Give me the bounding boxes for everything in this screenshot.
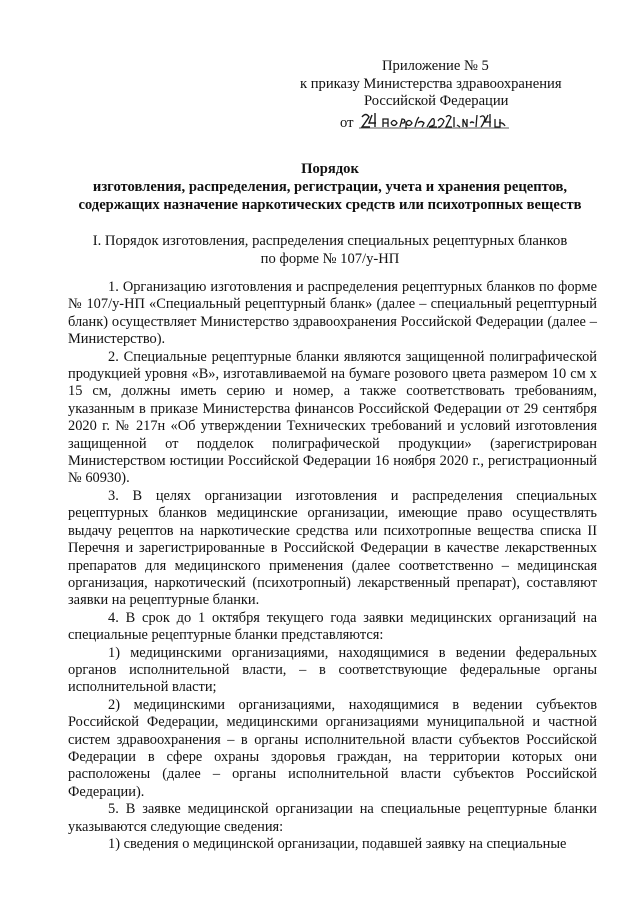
paragraph: 5. В заявке медицинской организации на специальные рецептурные бланки указываются следующие сведения: (68, 801, 597, 835)
paragraph: 1. Организацию изготовления и распределения рецептурных бланков по форме № 107/у-НП «Специальный рецептурный бланк» (далее – специальный рецептурный бланк) осуществляет Министерство здравоохранения Российской Федерации (далее – Министерство). (68, 279, 597, 348)
title-line-2: изготовления, распределения, регистрации, учета и хранения рецептов, (92, 179, 568, 195)
paragraph: 1) медицинскими организациями, находящимися в ведении федеральных органов исполнительной власти, – в соответствующие федеральные органы исполнительной власти; (68, 644, 597, 696)
section-heading (60, 232, 600, 268)
paragraph: 2) медицинскими организациями, находящимися в ведении субъектов Российской Федерации, медицинскими организациями муниципальной и частной систем здравоохранения – в органы исполнительной власти субъектов Российской Федерации в сфере охраны здоровья граждан, на территории которых они расположены (далее – органы исполнительной власти субъектов Российской Федерации). (68, 696, 597, 800)
paragraph: 3. В целях организации изготовления и распределения специальных рецептурных бланков медицинские организации, имеющие право осуществлять выдачу рецептов на наркотические средства или психотропные вещества списка II Перечня и зарегистрированные в Российской Федерации в качестве лекарственных препаратов для медицинского применения (далее соответственно – медицинская организация, наркотический (психотропный) лекарственный препарат), составляют заявки на рецептурные бланки. (68, 487, 597, 609)
paragraph: 2. Специальные рецептурные бланки являются защищенной полиграфической продукцией уровня «В», изготавливаемой на бумаге розового цвета размером 10 см x 15 см, должны иметь серию и номер, а также соответствовать требованиям, указанным в приказе Министерства финансов Российской Федерации от 29 сентября 2020 г. № 217н «Об утверждении Технических требований и условий изготовления защищенной от подделок полиграфической продукции» (зарегистрирован Министерством юстиции Российской Федерации 16 ноября 2020 г., регистрационный № 60930). (68, 348, 597, 487)
section-heading-line-1: I. Порядок изготовления, распределения специальных рецептурных бланков (92, 233, 568, 249)
annex-date-prefix: от (340, 114, 354, 131)
paragraph: 1) сведения о медицинской организации, подавшей заявку на специальные (108, 836, 567, 852)
annex-title: Приложение № 5 (382, 58, 489, 74)
annex-date-line (300, 111, 600, 133)
title-line-1: Порядок (301, 161, 359, 177)
annex-order-ref: к приказу Министерства здравоохранения (300, 75, 562, 92)
handwritten-date-signature (359, 111, 511, 131)
annex-header (300, 58, 600, 132)
document-title (60, 160, 600, 214)
paragraph: 4. В срок до 1 октября текущего года заявки медицинских организаций на специальные рецептурные бланки представляются: (68, 609, 597, 644)
annex-ministry: Российской Федерации (364, 93, 509, 109)
title-line-3: содержащих назначение наркотических средств или психотропных веществ (78, 197, 582, 213)
document-body (68, 279, 597, 853)
section-heading-line-2: по форме № 107/у-НП (260, 251, 400, 267)
